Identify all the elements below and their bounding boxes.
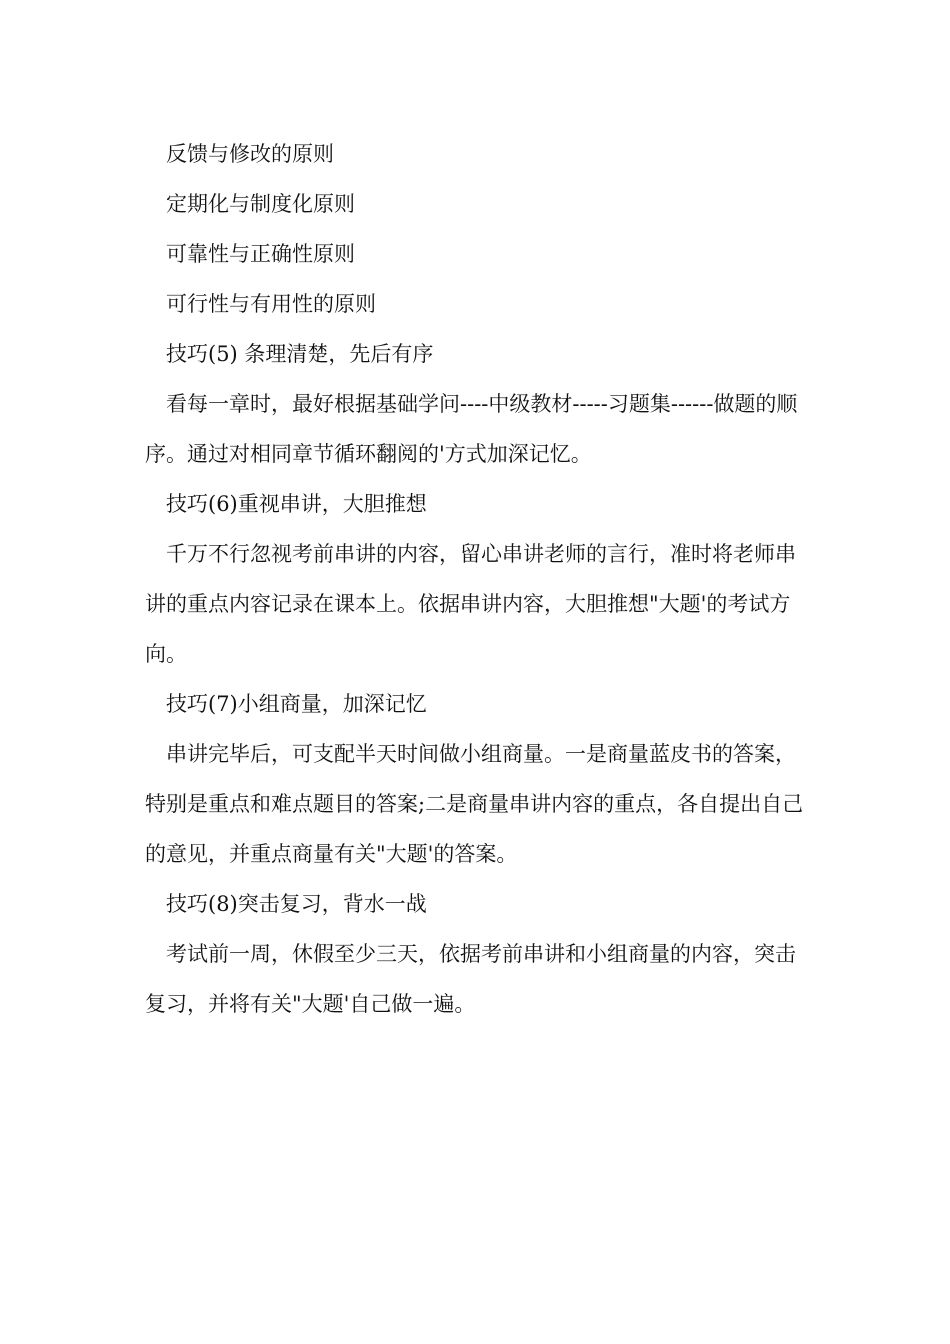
paragraph-tip-8-body: 考试前一周，休假至少三天，依据考前串讲和小组商量的内容，突击复习，并将有关"大题'自己做一遍。 (145, 942, 796, 1016)
paragraph-principle-reliability: 可靠性与正确性原则 (166, 242, 355, 266)
heading-tip-5: 技巧(5) 条理清楚，先后有序 (166, 342, 434, 366)
paragraph-principle-feedback: 反馈与修改的原则 (166, 142, 334, 166)
document-body (145, 129, 810, 1029)
paragraph-tip-6-body: 千万不行忽视考前串讲的内容，留心串讲老师的言行，准时将老师串讲的重点内容记录在课本上。依据串讲内容，大胆推想"大题'的考试方向。 (145, 542, 796, 666)
paragraph-tip-5-body: 看每一章时，最好根据基础学问----中级教材-----习题集------做题的顺序。通过对相同章节循环翻阅的'方式加深记忆。 (145, 392, 798, 466)
heading-tip-6: 技巧(6)重视串讲，大胆推想 (166, 492, 427, 516)
paragraph-tip-7-body: 串讲完毕后，可支配半天时间做小组商量。一是商量蓝皮书的答案，特别是重点和难点题目的答案;二是商量串讲内容的重点，各自提出自己的意见，并重点商量有关"大题'的答案。 (145, 742, 804, 866)
heading-tip-7: 技巧(7)小组商量，加深记忆 (166, 692, 427, 716)
heading-tip-8: 技巧(8)突击复习，背水一战 (166, 892, 427, 916)
paragraph-principle-regularity: 定期化与制度化原则 (166, 192, 355, 216)
paragraph-principle-feasibility: 可行性与有用性的原则 (166, 292, 376, 316)
